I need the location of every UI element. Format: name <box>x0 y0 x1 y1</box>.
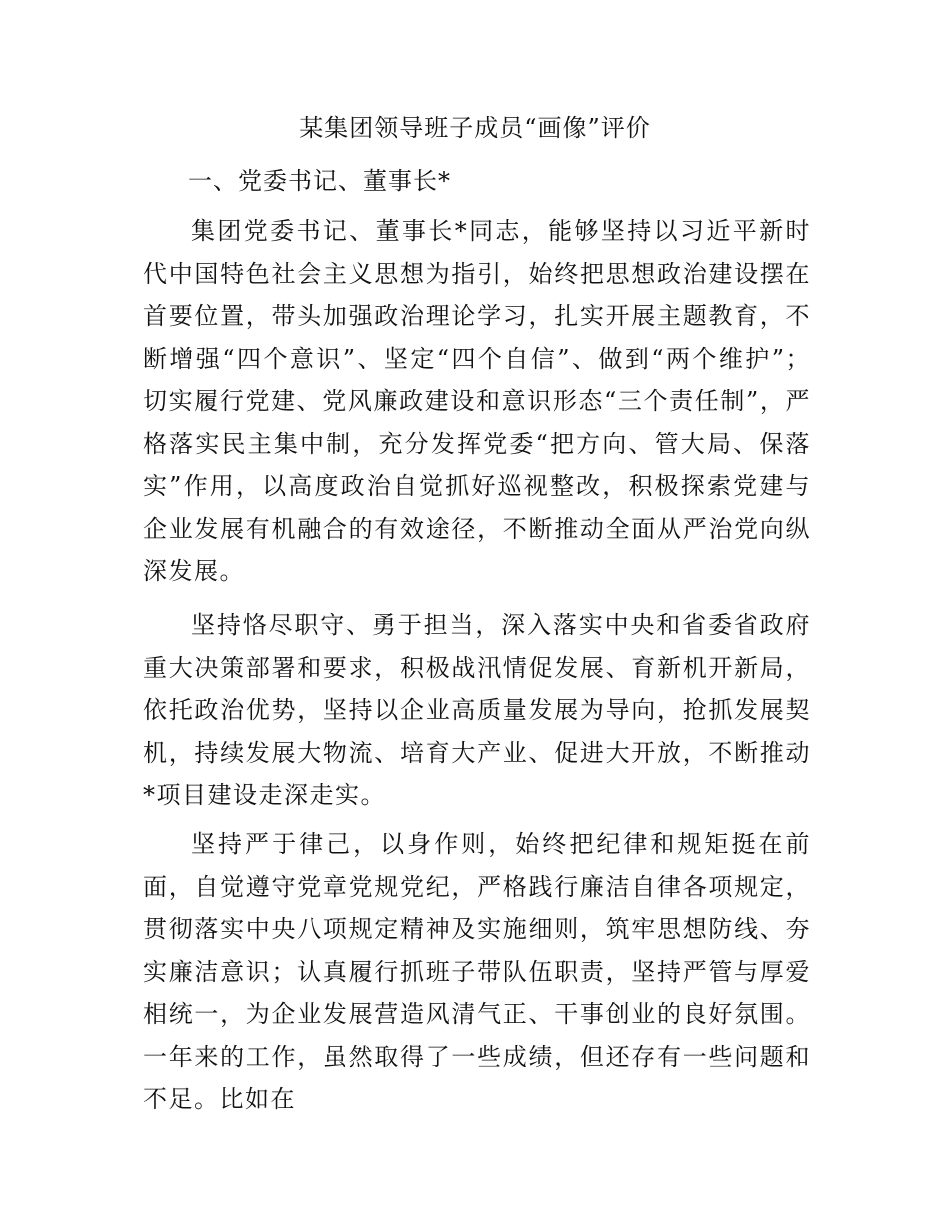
document-title: 某集团领导班子成员“画像”评价 <box>299 114 651 142</box>
paragraph-3: 坚持严于律己，以身作则，始终把纪律和规矩挺在前面，自觉遵守党章党规党纪，严格践行廉洁自律各项规定，贯彻落实中央八项规定精神及实施细则，筑牢思想防线、夯实廉洁意识；认真履行抓班子带队伍职责，坚持严管与厚爱相统一，为企业发展营造风清气正、干事创业的良好氛围。一年来的工作，虽然取得了一些成绩，但还存有一些问题和不足。比如在 <box>143 830 811 1113</box>
paragraph-2: 坚持恪尽职守、勇于担当，深入落实中央和省委省政府重大决策部署和要求，积极战汛情促发展、育新机开新局，依托政治优势，坚持以企业高质量发展为导向，抢抓发展契机，持续发展大物流、培育大产业、促进大开放，不断推动*项目建设走深走实。 <box>143 611 811 809</box>
section-heading: 一、党委书记、董事长* <box>188 167 451 195</box>
paragraph-1: 集团党委书记、董事长*同志，能够坚持以习近平新时代中国特色社会主义思想为指引，始终把思想政治建设摆在首要位置，带头加强政治理论学习，扎实开展主题教育，不断增强“四个意识”、坚定“四个自信”、做到“两个维护”；切实履行党建、党风廉政建设和意识形态“三个责任制”，严格落实民主集中制，充分发挥党委“把方向、管大局、保落实”作用，以高度政治自觉抓好巡视整改，积极探索党建与企业发展有机融合的有效途径，不断推动全面从严治党向纵深发展。 <box>143 217 811 585</box>
